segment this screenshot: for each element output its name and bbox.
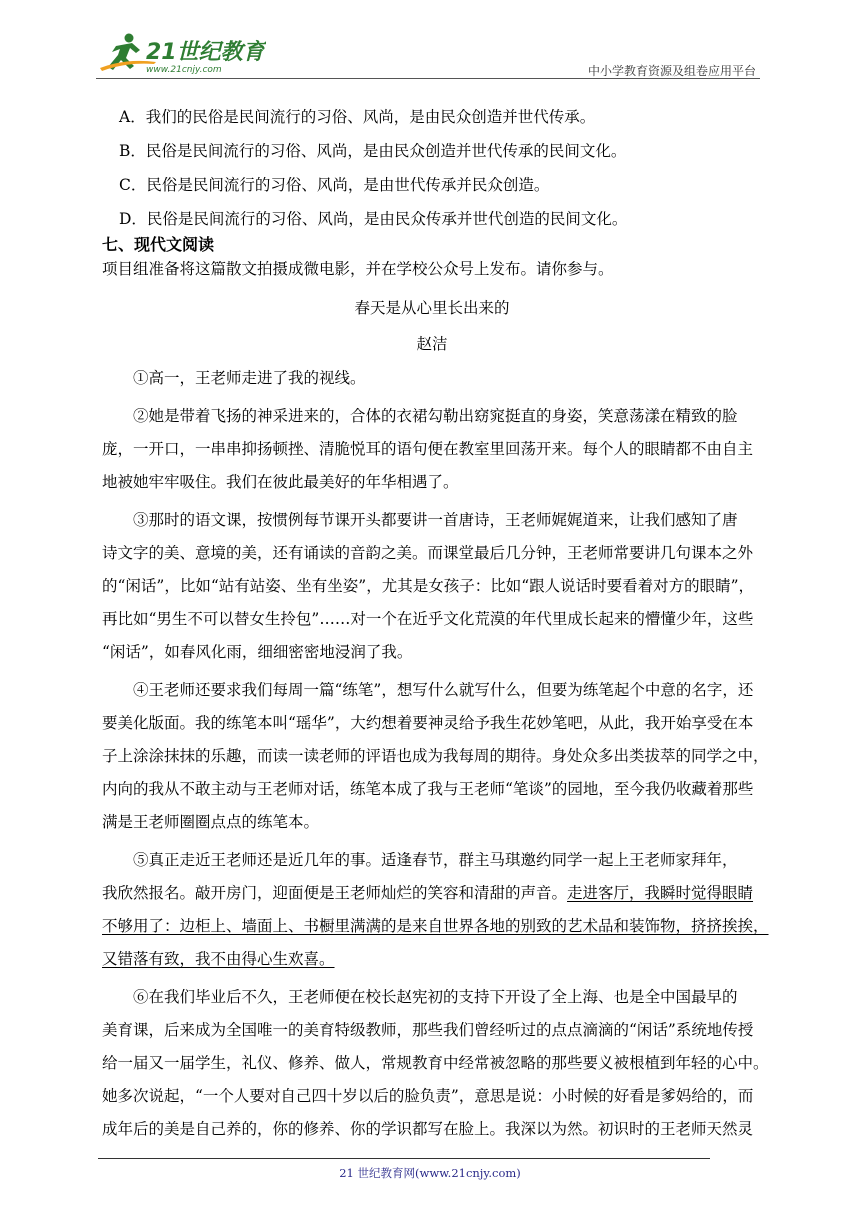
paragraph-line: ②她是带着飞扬的神采进来的，合体的衣裙勾勒出窈窕挺直的身姿，笑意荡漾在精致的脸	[133, 407, 738, 425]
paragraph-4	[102, 674, 769, 839]
section-intro: 项目组准备将这篇散文拍摄成微电影，并在学校公众号上发布。请你参与。	[102, 260, 614, 278]
paragraph-line: 再比如“男生不可以替女生拎包”……对一个在近乎文化荒漠的年代里成长起来的懵懂少年，这些	[102, 610, 754, 628]
option-d: D．民俗是民间流行的习俗、风尚，是由民众传承并世代创造的民间文化。	[119, 210, 628, 228]
paragraph-line: 内向的我从不敢主动与王老师对话，练笔本成了我与王老师“笔谈”的园地，至今我仍收藏着那些	[102, 780, 754, 798]
paragraph-line: 诗文字的美、意境的美，还有诵读的音韵之美。而课堂最后几分钟，王老师常要讲几句课本之外	[102, 544, 754, 562]
page-footer[interactable]: 21 世纪教育网(www.21cnjy.com)	[339, 1166, 521, 1180]
paragraph-line: 庞，一开口，一串串抑扬顿挫、清脆悦耳的语句便在教室里回荡开来。每个人的眼睛都不由自主	[102, 440, 754, 458]
paragraph-line: 给一届又一届学生，礼仪、修养、做人，常规教育中经常被忽略的那些要义被根植到年轻的心中。	[102, 1054, 769, 1072]
paragraph-line: “闲话”，如春风化雨，细细密密地浸润了我。	[102, 643, 413, 661]
paragraph-5	[102, 844, 769, 976]
paragraph-line	[102, 877, 762, 910]
paragraph-line: 的“闲话”，比如“站有站姿、坐有坐姿”，尤其是女孩子：比如“跟人说话时要看着对方的眼睛”，	[102, 577, 755, 595]
paragraph-line: 美育课，后来成为全国唯一的美育特级教师，那些我们曾经听过的点点滴滴的“闲话”系统地传授	[102, 1021, 754, 1039]
paragraph-line: 她多次说起，“一个人要对自己四十岁以后的脸负责”，意思是说：小时候的好看是爹妈给的，而	[102, 1087, 754, 1105]
underlined-line: 又错落有致，我不由得心生欢喜。	[102, 950, 335, 968]
paragraph-line: 子上涂涂抹抹的乐趣，而读一读老师的评语也成为我每周的期待。身处众多出类拔萃的同学之中，	[102, 747, 769, 765]
paragraph-line: ④王老师还要求我们每周一篇“练笔”，想写什么就写什么，但要为练笔起个中意的名字，还	[133, 681, 754, 699]
paragraph-line: 成年后的美是自己养的，你的修养、你的学识都写在脸上。我深以为然。初识时的王老师天然灵	[102, 1120, 754, 1138]
option-c: C．民俗是民间流行的习俗、风尚，是由世代传承并民众创造。	[119, 176, 550, 194]
paragraph-line: ⑥在我们毕业后不久，王老师便在校长赵宪初的支持下开设了全上海、也是全中国最早的	[133, 988, 738, 1006]
logo-text: 21世纪教育	[146, 40, 265, 65]
paragraph-line: 满是王老师圈圈点点的练笔本。	[102, 813, 320, 831]
underlined-line: 不够用了：边柜上、墙面上、书橱里满满的是来自世界各地的别致的艺术品和装饰物，挤挤挨挨，	[102, 917, 769, 935]
option-a: A．我们的民俗是民间流行的习俗、风尚，是由民众创造并世代传承。	[119, 108, 596, 126]
main-content	[102, 100, 769, 1146]
paragraph-2	[102, 400, 762, 499]
footer-divider	[98, 1158, 710, 1159]
paragraph-1	[102, 362, 762, 395]
logo	[96, 26, 266, 78]
underlined-text: 走进客厅，我瞬时觉得眼睛	[567, 884, 754, 902]
section-title: 七、现代文阅读	[102, 235, 215, 254]
header-platform-name: 中小学教育资源及组卷应用平台	[587, 64, 756, 78]
paragraph-line: ⑤真正走近王老师还是近几年的事。适逢春节，群主马琪邀约同学一起上王老师家拜年，	[133, 851, 738, 869]
paragraph-line: ①高一，王老师走进了我的视线。	[133, 369, 366, 387]
logo-url: www.21cnjy.com	[146, 65, 222, 75]
paragraph-6	[102, 981, 769, 1146]
paragraph-line: 要美化版面。我的练笔本叫“瑶华”，大约想着要神灵给予我生花妙笔吧，从此，我开始享受在本	[102, 714, 754, 732]
paragraph-3	[102, 504, 762, 669]
option-b: B．民俗是民间流行的习俗、风尚，是由民众创造并世代传承的民间文化。	[119, 142, 627, 160]
page-header	[96, 26, 760, 82]
paragraph-line: ③那时的语文课，按惯例每节课开头都要讲一首唐诗，王老师娓娓道来，让我们感知了唐	[133, 511, 738, 529]
header-divider	[96, 78, 760, 79]
essay-author: 赵洁	[416, 335, 448, 353]
plain-text: 我欣然报名。敲开房门，迎面便是王老师灿烂的笑容和清甜的声音。	[102, 884, 568, 902]
paragraph-line: 地被她牢牢吸住。我们在彼此最美好的年华相遇了。	[102, 473, 459, 491]
essay-title: 春天是从心里长出来的	[354, 299, 510, 317]
